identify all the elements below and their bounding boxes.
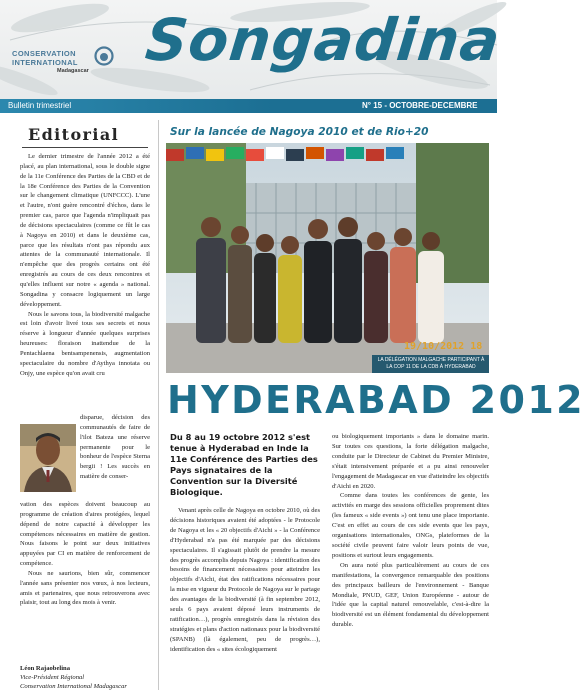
editorial-paragraph-4: Nous ne saurions, bien sûr, commencer l'année sans présenter nos vœux, à nos lecteurs, amis et partenaires, que nous retrouverons avec plaisir, tout au long des mois à venir. xyxy=(20,569,150,607)
editorial-paragraph-2: Nous le savons tous, la biodiversité malgache est loin d'avoir livré tous ses secrets et nous réserve à longueur d'année quelques surprises heureuses: floraison inattendue de la Pentachlaena bentsampenensis, augmentation spectaculaire du nombre d'Aythya innotata ou Onjy, une espèce qu'on avait cru xyxy=(20,310,150,377)
logo-text-conservation: CONSERVATION xyxy=(12,49,76,58)
portrait-illustration xyxy=(20,424,76,492)
delegation-photo-illustration xyxy=(166,143,489,373)
editorial-column xyxy=(20,125,150,378)
editorial-signature xyxy=(20,665,160,691)
bulletin-label: Bulletin trimestriel xyxy=(8,101,72,110)
ci-logo-icon xyxy=(94,46,114,66)
signature-name: Léon Rajaobelina xyxy=(20,665,71,672)
masthead-header xyxy=(0,0,504,108)
signature-organization: Conservation International Madagascar xyxy=(20,682,127,690)
article-column-1 xyxy=(170,432,320,655)
editorial-continuation xyxy=(20,500,150,608)
newsletter-title: Songadina xyxy=(142,6,504,74)
article-column-2 xyxy=(332,432,489,630)
logo-text-madagascar: Madagascar xyxy=(57,68,89,74)
editorial-title: Editorial xyxy=(28,125,120,144)
author-portrait xyxy=(20,424,76,492)
logo-text-international: INTERNATIONAL xyxy=(12,58,78,67)
signature-role: Vice-Président Régional xyxy=(20,673,85,681)
article-body-1: Venant après celle de Nagoya en octobre 2010, où des décisions historiques avaient été adoptées - le Protocole de Nagoya et les « 20 objectifs d'Aichi » - la Conférence d'Hyderabad n'a pas été marquée par des décisions spectaculaires. Il s'agissait plutôt de prendre la mesure des progrès accomplis depuis Nagoya : identification des besoins de financement nécessaires pour atteindre les objectifs d'Aichi, état des ratifications nécessaires pour la mise en vigueur du Protocole de Nagoya sur le partage des avantages de la biodiversité (à fin septembre 2012, seuls 6 pays avaient déposé leurs instruments de ratification…), progrès enregistrés dans la révision des stratégies et plans d'action nationaux pour la biodiversité (SPANB) (là également, peu de progrès…), identification des « sites écologiquement xyxy=(170,507,320,653)
column-divider xyxy=(158,120,159,690)
article-body-4: On aura noté plus particulièrement au cours de ces manifestations, la convergence remarquable des positions des principaux bailleurs de l'environnement - Banque Mondiale, PNUD, GEF, Union Européenne - autour de l'idée que la capital naturel renouvelable, c'est-à-dire la biodiversité est un élément fondamental du développement durable. xyxy=(332,561,489,629)
photo-caption: LA DÉLÉGATION MALGACHE PARTICIPANT À LA COP 11 DE LA CDB À HYDERABAD xyxy=(377,357,485,370)
article-body-2: ou biologiquement importants » dans le domaine marin. Sur toutes ces questions, la forte délégation malgache, conduite par le Directeur de Cabinet du Premier Ministre, s'était intensivement préparée et a pu ainsi renouveler l'engagement de Madagascar en vue d'atteindre les objectifs d'Aichi en 2020. xyxy=(332,433,489,490)
editorial-wrapped-text: disparue, décision des communautés de faire de l'ilot Bateza une réserve permanente pour le bonheur de l'espèce Sterna bergii ! Les succès en matière de conser- xyxy=(80,414,150,481)
issue-number: N° 15 - OCTOBRE-DECEMBRE 2012 xyxy=(362,101,478,122)
article-lead: Du 8 au 19 octobre 2012 s'est tenue à Hyderabad en Inde la 11e Conférence des Parties des Pays signataires de la Convention sur la Diversité Biologique. xyxy=(170,432,318,497)
delegation-photo xyxy=(166,143,489,373)
article-headline: HYDERABAD 2012 xyxy=(167,378,585,422)
article-body-3: Comme dans toutes les conférences de gente, les activités en marge des sessions officielles proprement dites (les fameux « side events ») ont tenu une place importante. C'est en effet au cours de ces side events que les pays, organisations internationales, ONGs, plateformes de la société civile peuvent faire valoir leurs points de vue, positions et surtout leurs engagements. xyxy=(332,492,489,559)
editorial-paragraph-3: vation des espèces doivent beaucoup au programme de création d'aires protégées, lequel dépend de notre capacité à développer les compétences nécessaires en matière de gestion. Nous faisons le point sur deux initiatives appuyées par CI en matière de renforcement de compétence. xyxy=(20,501,150,568)
editorial-divider xyxy=(22,147,148,148)
article-kicker: Sur la lancée de Nagoya 2010 et de Rio+20 xyxy=(170,126,429,138)
photo-date-stamp: 19/10/2012 18 xyxy=(404,341,483,352)
editorial-paragraph-1: Le dernier trimestre de l'année 2012 a été placé, au plan international, sous le double signe de la 11e Conférence des Parties de la CBD et de la 18e Conférence des Parties de la Convention sur le changement climatique (UNFCCC). L'une et l'autre, n'ont guère rencontré d'échos, dans le premier cas, parce que l'agenda n'impliquait pas de décisions spectaculaires (comme ce fût le cas à Nagoya en 2010) et dans le deuxième cas, parce que les résultats n'ont pas répondu aux attentes de la communauté internationale. Il n'empêche que des progrès certains ont été enregistrés au cours de ces deux rencontres et qu'elles influent sur notre « agenda » national. Songadina y consacre logiquement un large développement. xyxy=(20,153,150,308)
